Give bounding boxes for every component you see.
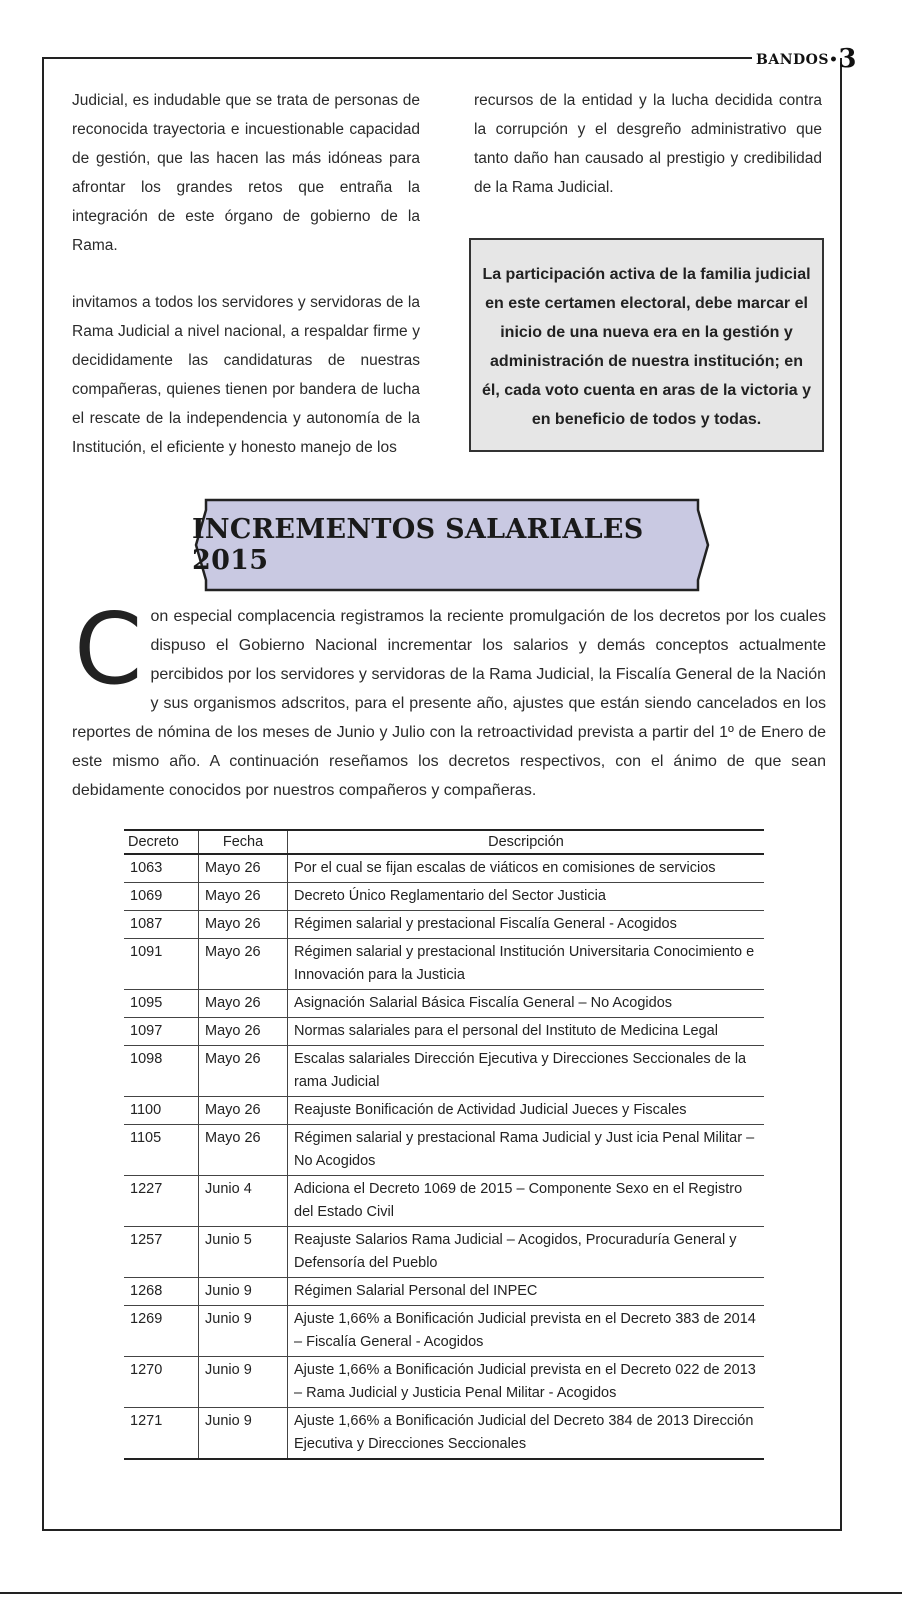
page-header: BANDOS•3: [756, 44, 857, 74]
cell-descripcion: Régimen salarial y prestacional Rama Judicial y Just icia Penal Militar – No Acogidos: [288, 1125, 765, 1176]
cell-fecha: Mayo 26: [199, 1046, 288, 1097]
cell-descripcion: Régimen Salarial Personal del INPEC: [288, 1278, 765, 1306]
cell-descripcion: Por el cual se fijan escalas de viáticos en comisiones de servicios: [288, 854, 765, 883]
cell-descripcion: Reajuste Bonificación de Actividad Judicial Jueces y Fiscales: [288, 1097, 765, 1125]
cell-decreto: 1105: [124, 1125, 199, 1176]
cell-descripcion: Adiciona el Decreto 1069 de 2015 – Componente Sexo en el Registro del Estado Civil: [288, 1176, 765, 1227]
cell-fecha: Mayo 26: [199, 990, 288, 1018]
table-row: [124, 1278, 764, 1306]
cell-fecha: Mayo 26: [199, 883, 288, 911]
cell-fecha: Junio 9: [199, 1306, 288, 1357]
cell-fecha: Mayo 26: [199, 854, 288, 883]
cell-fecha: Mayo 26: [199, 1125, 288, 1176]
table-row: [124, 990, 764, 1018]
cell-decreto: 1268: [124, 1278, 199, 1306]
header-decreto: Decreto: [124, 830, 199, 854]
cell-decreto: 1091: [124, 939, 199, 990]
cell-decreto: 1097: [124, 1018, 199, 1046]
table-row: [124, 1306, 764, 1357]
cell-descripcion: Ajuste 1,66% a Bonificación Judicial prevista en el Decreto 022 de 2013 – Rama Judicial y Justicia Penal Militar - Acogidos: [288, 1357, 765, 1408]
table-row: [124, 854, 764, 883]
cell-decreto: 1270: [124, 1357, 199, 1408]
cell-decreto: 1095: [124, 990, 199, 1018]
table-row: [124, 1357, 764, 1408]
cell-decreto: 1069: [124, 883, 199, 911]
banner-title: INCREMENTOS SALARIALES 2015: [192, 514, 644, 576]
intro-paragraph: [72, 593, 826, 805]
cell-fecha: Mayo 26: [199, 939, 288, 990]
right-paragraph-1: recursos de la entidad y la lucha decidida contra la corrupción y el desgreño administrativo que tanto daño han causado al prestigio y credibilidad de la Rama Judicial.: [474, 92, 822, 196]
decrees-table: [124, 829, 764, 1460]
header-rule: [42, 57, 752, 59]
cell-descripcion: Asignación Salarial Básica Fiscalía General – No Acogidos: [288, 990, 765, 1018]
cell-descripcion: Escalas salariales Dirección Ejecutiva y Direcciones Seccionales de la rama Judicial: [288, 1046, 765, 1097]
cell-fecha: Mayo 26: [199, 911, 288, 939]
cell-fecha: Junio 9: [199, 1408, 288, 1460]
cell-descripcion: Ajuste 1,66% a Bonificación Judicial del Decreto 384 de 2013 Dirección Ejecutiva y Direcciones Seccionales: [288, 1408, 765, 1460]
callout-text: La participación activa de la familia judicial en este certamen electoral, debe marcar el inicio de una nueva era en la gestión y administración de nuestra institución; en él, cada voto cuenta en aras de la victoria y en beneficio de todos y todas.: [481, 266, 812, 428]
cell-decreto: 1100: [124, 1097, 199, 1125]
table-row: [124, 883, 764, 911]
header-fecha: Fecha: [199, 830, 288, 854]
table-row: [124, 1097, 764, 1125]
callout-box: [469, 238, 824, 452]
table-row: [124, 1408, 764, 1460]
cell-decreto: 1087: [124, 911, 199, 939]
cell-decreto: 1257: [124, 1227, 199, 1278]
table-row: [124, 1018, 764, 1046]
right-column: [474, 86, 822, 202]
cell-decreto: 1063: [124, 854, 199, 883]
table-row: [124, 1176, 764, 1227]
cell-descripcion: Régimen salarial y prestacional Fiscalía General - Acogidos: [288, 911, 765, 939]
table-row: [124, 1046, 764, 1097]
page-number: 3: [838, 44, 857, 74]
section-banner: [192, 496, 712, 594]
cell-descripcion: Reajuste Salarios Rama Judicial – Acogidos, Procuraduría General y Defensoría del Pueblo: [288, 1227, 765, 1278]
table-row: [124, 911, 764, 939]
cell-fecha: Junio 9: [199, 1357, 288, 1408]
footer-rule: [0, 1592, 902, 1594]
cell-fecha: Junio 4: [199, 1176, 288, 1227]
cell-descripcion: Decreto Único Reglamentario del Sector Justicia: [288, 883, 765, 911]
section-label: BANDOS: [756, 52, 829, 68]
cell-decreto: 1269: [124, 1306, 199, 1357]
cell-decreto: 1227: [124, 1176, 199, 1227]
drop-cap: C: [74, 593, 143, 707]
left-column: [72, 86, 420, 462]
cell-fecha: Mayo 26: [199, 1018, 288, 1046]
cell-descripcion: Régimen salarial y prestacional Institución Universitaria Conocimiento e Innovación para la Justicia: [288, 939, 765, 990]
cell-descripcion: Normas salariales para el personal del Instituto de Medicina Legal: [288, 1018, 765, 1046]
table-row: [124, 1227, 764, 1278]
left-paragraph-1: Judicial, es indudable que se trata de personas de reconocida trayectoria e incuestionable capacidad de gestión, que las hacen las más idóneas para afrontar los grandes retos que entraña la integración de este órgano de gobierno de la Rama.: [72, 92, 420, 254]
table-row: [124, 1125, 764, 1176]
cell-fecha: Junio 5: [199, 1227, 288, 1278]
cell-fecha: Mayo 26: [199, 1097, 288, 1125]
header-descripcion: Descripción: [288, 830, 765, 854]
cell-decreto: 1271: [124, 1408, 199, 1460]
cell-decreto: 1098: [124, 1046, 199, 1097]
table-header-row: [124, 830, 764, 854]
cell-fecha: Junio 9: [199, 1278, 288, 1306]
table-row: [124, 939, 764, 990]
left-paragraph-2: invitamos a todos los servidores y servidoras de la Rama Judicial a nivel nacional, a respaldar firme y decididamente las candidaturas de nuestras compañeras, quienes tienen por bandera de lucha el rescate de la independencia y autonomía de la Institución, el eficiente y honesto manejo de los: [72, 294, 420, 456]
cell-descripcion: Ajuste 1,66% a Bonificación Judicial prevista en el Decreto 383 de 2014 – Fiscalía General - Acogidos: [288, 1306, 765, 1357]
intro-text: on especial complacencia registramos la reciente promulgación de los decretos por los cuales dispuso el Gobierno Nacional incrementar los salarios y demás conceptos actualmente percibidos por los servidores y servidoras de la Rama Judicial, la Fiscalía General de la Nación y sus organismos adscritos, para el presente año, ajustes que están siendo cancelados en los reportes de nómina de los meses de Junio y Julio con la retroactividad prevista a partir del 1º de Enero de este mismo año. A continuación reseñamos los decretos respectivos, con el ánimo de que sean debidamente conocidos por nuestros compañeros y compañeras.: [72, 608, 826, 799]
